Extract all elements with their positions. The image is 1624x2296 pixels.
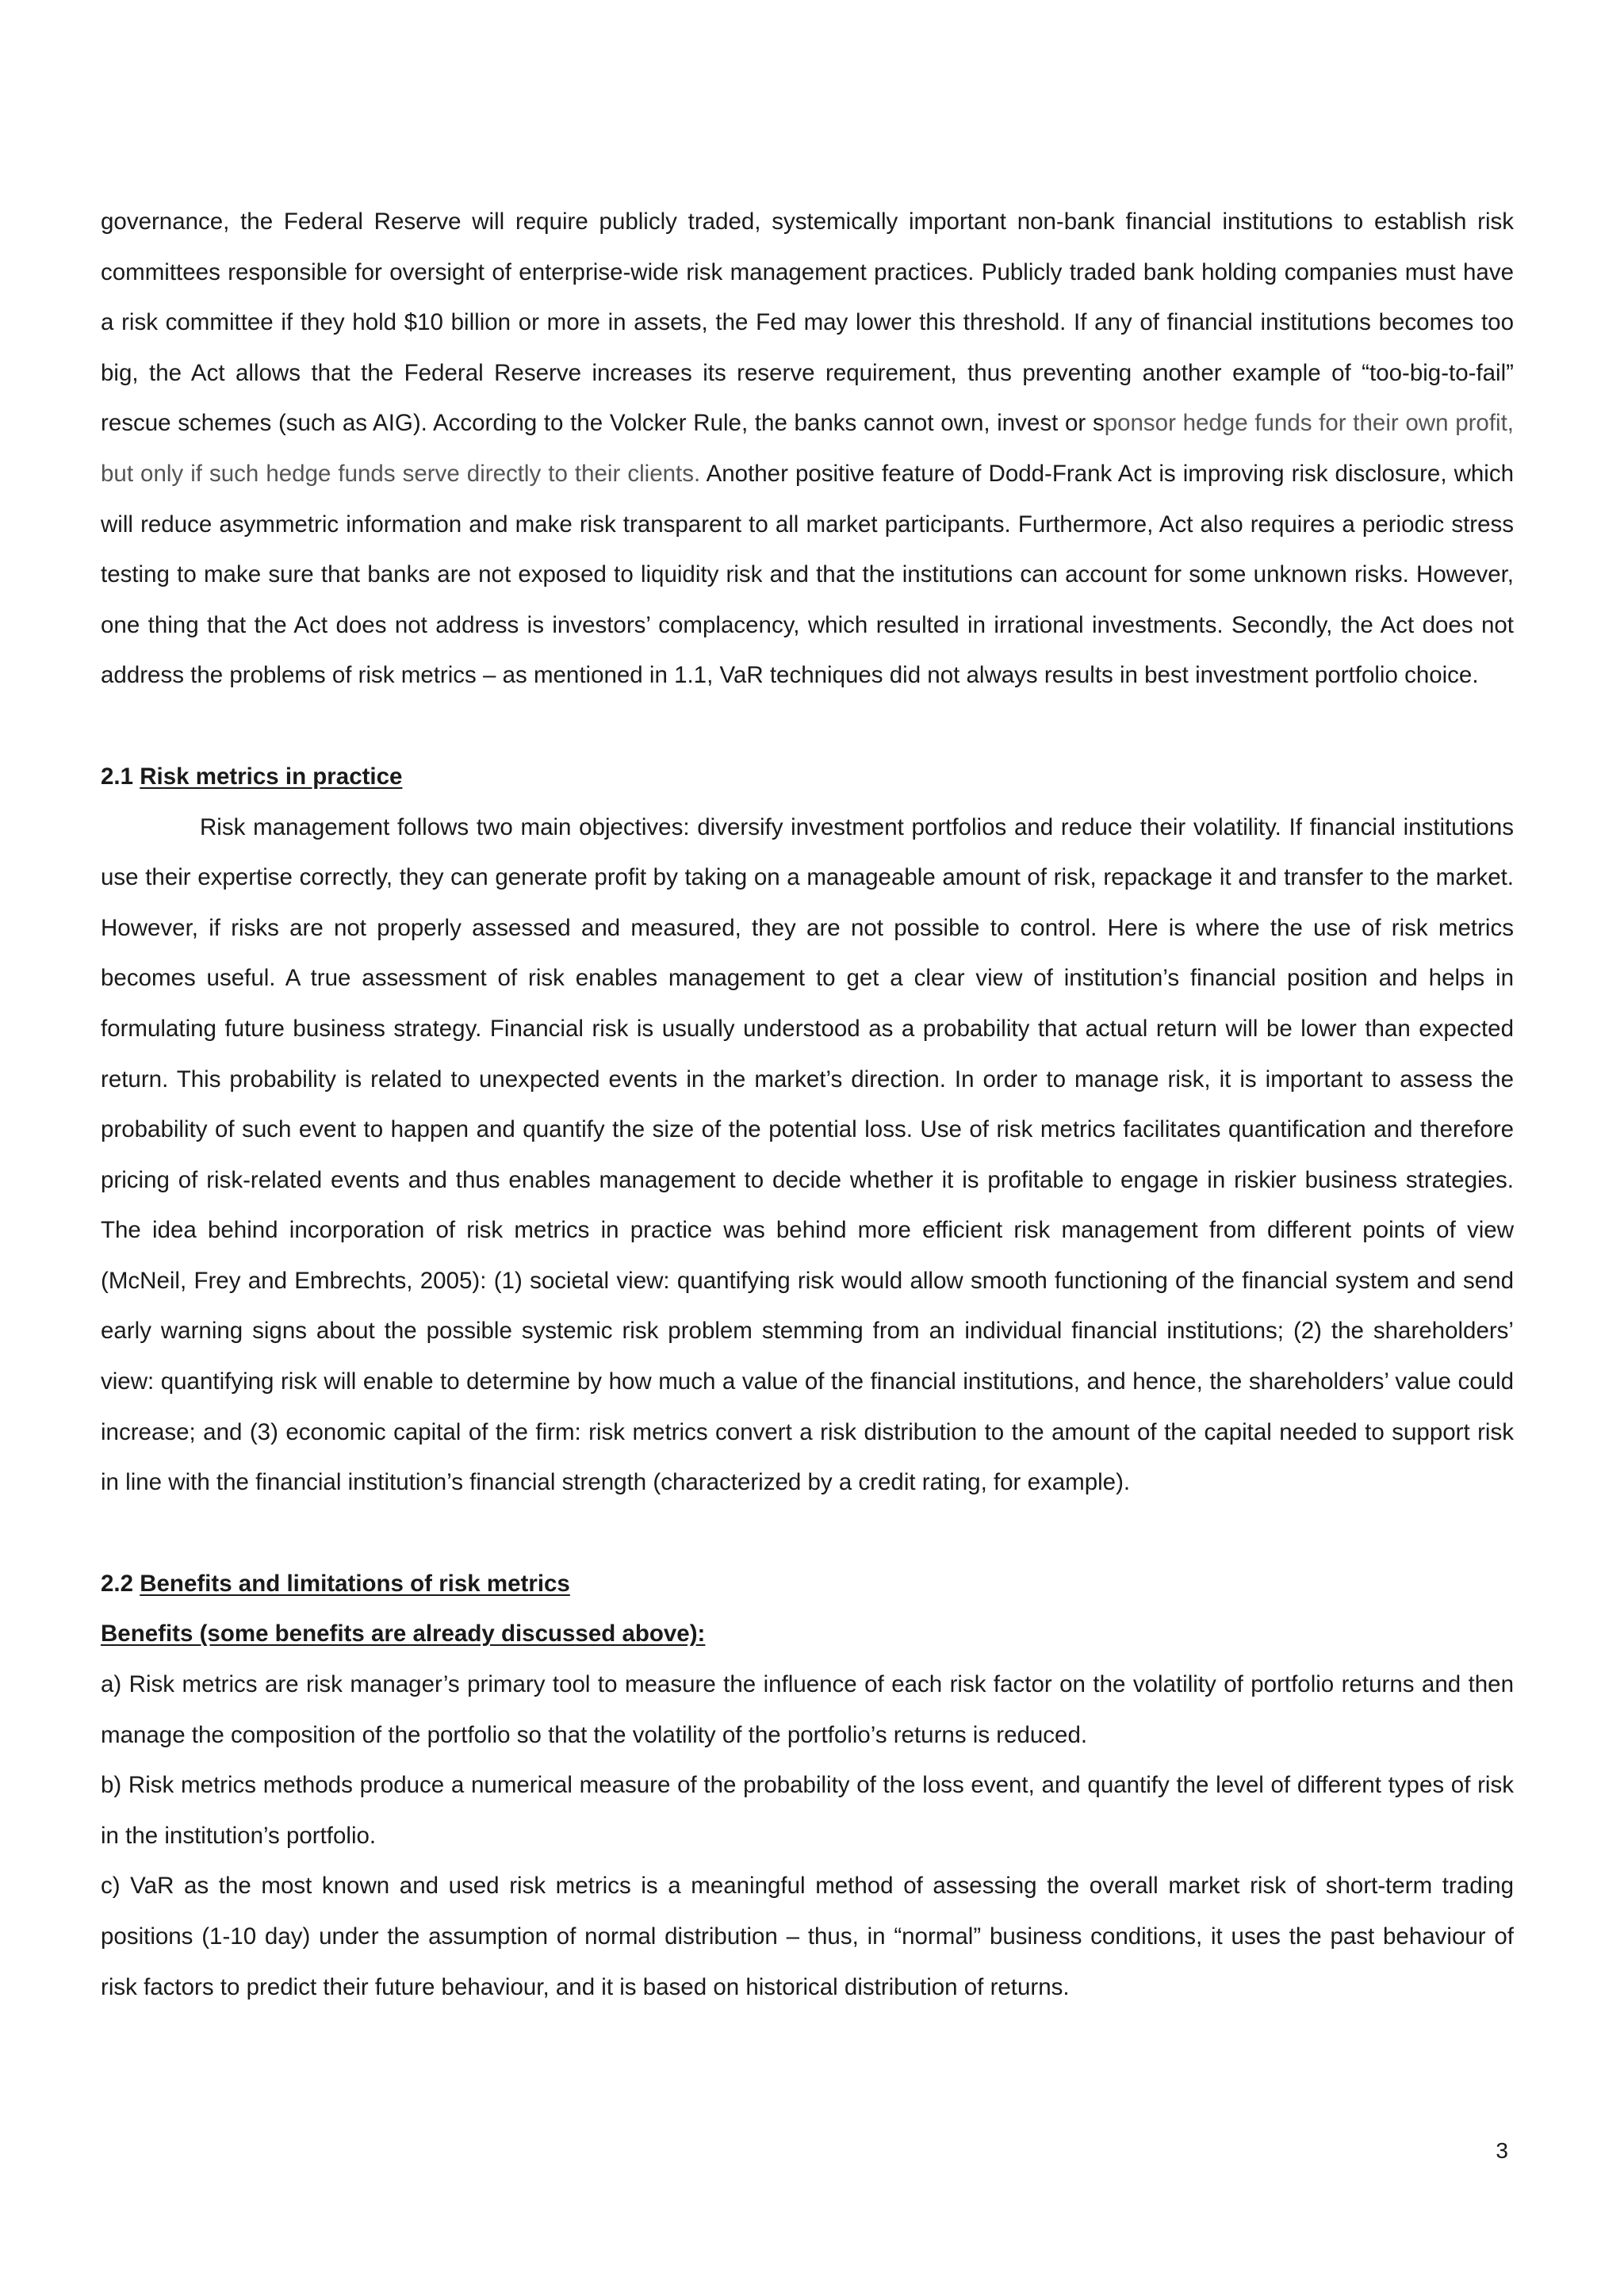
section-title: Benefits and limitations of risk metrics <box>140 1570 570 1597</box>
page-number: 3 <box>1496 2138 1508 2163</box>
paragraph-text: Another positive feature of Dodd-Frank Act is improving risk disclosure, which will reduce asymmetric information and make risk transparent to all market participants. Furthermore, Act also requires a periodic stress testing to make sure that banks are not exposed to liquidity risk and that the institutions can account for some unknown risks. However, one thing that the Act does not address is investors’ complacency, which resulted in irrational investments. Secondly, the Act does not address the problems of risk metrics – as mentioned in 1.1, VaR techniques did not always results in best investment portfolio choice. <box>101 460 1514 689</box>
benefits-heading-text: Benefits (some benefits are already discussed above): <box>101 1621 706 1647</box>
paragraph-dodd-frank <box>101 197 1514 701</box>
spacer <box>101 701 1514 752</box>
section-number: 2.1 <box>101 763 140 790</box>
paragraph-text: governance, the Federal Reserve will require publicly traded, systemically important non-bank financial institutions to establish risk committees responsible for oversight of enterprise-wide risk management practices. Publicly traded bank holding companies must have a risk committee if they hold $10 billion or more in assets, the Fed may lower this threshold. If any of financial institutions becomes too big, the Act allows that the Federal Reserve increases its reserve requirement, thus preventing another example of “too-big-to-fail” rescue schemes (such as AIG). According to the Volcker Rule, the banks cannot own, invest or s <box>101 209 1514 437</box>
list-item: c) VaR as the most known and used risk metrics is a meaningful method of assessing the overall market risk of short-term trading positions (1-10 day) under the assumption of normal distribution – thus, in “normal” business conditions, it uses the past behaviour of risk factors to predict their future behaviour, and it is based on historical distribution of returns. <box>101 1873 1514 2000</box>
page-body <box>101 197 1514 2012</box>
spacer <box>101 1508 1514 1559</box>
section-heading-2-1 <box>101 752 1514 802</box>
paragraph-text-grey: ponsor hedge funds for their own profit, but only if such hedge funds serve directly to their clients. <box>101 410 1514 487</box>
benefits-heading <box>101 1609 1514 1659</box>
section-title: Risk metrics in practice <box>140 763 403 790</box>
paragraph-risk-metrics-practice: Risk management follows two main objectives: diversify investment portfolios and reduce their volatility. If financial institutions use their expertise correctly, they can generate profit by taking on a manageable amount of risk, repackage it and transfer to the market. However, if risks are not properly assessed and measured, they are not possible to control. Here is where the use of risk metrics becomes useful. A true assessment of risk enables management to get a clear view of institution’s financial position and helps in formulating future business strategy. Financial risk is usually understood as a probability that actual return will be lower than expected return. This probability is related to unexpected events in the market’s direction. In order to manage risk, it is important to assess the probability of such event to happen and quantify the size of the potential loss. Use of risk metrics facilitates quantification and therefore pricing of risk-related events and thus enables management to decide whether it is profitable to engage in riskier business strategies. The idea behind incorporation of risk metrics in practice was behind more efficient risk management from different points of view (McNeil, Frey and Embrechts, 2005): (1) societal view: quantifying risk would allow smooth functioning of the financial system and send early warning signs about the possible systemic risk problem stemming from an individual financial institutions; (2) the shareholders’ view: quantifying risk will enable to determine by how much a value of the financial institutions, and hence, the shareholders’ value could increase; and (3) economic capital of the firm: risk metrics convert a risk distribution to the amount of the capital needed to support risk in line with the financial institution’s financial strength (characterized by a credit rating, for example). <box>101 813 1514 1496</box>
list-item: a) Risk metrics are risk manager’s primary tool to measure the influence of each risk factor on the volatility of portfolio returns and then manage the composition of the portfolio so that the volatility of the portfolio’s returns is reduced. <box>101 1671 1514 1748</box>
list-item: b) Risk metrics methods produce a numerical measure of the probability of the loss event, and quantify the level of different types of risk in the institution’s portfolio. <box>101 1772 1514 1849</box>
section-number: 2.2 <box>101 1570 140 1597</box>
section-heading-2-2 <box>101 1559 1514 1609</box>
